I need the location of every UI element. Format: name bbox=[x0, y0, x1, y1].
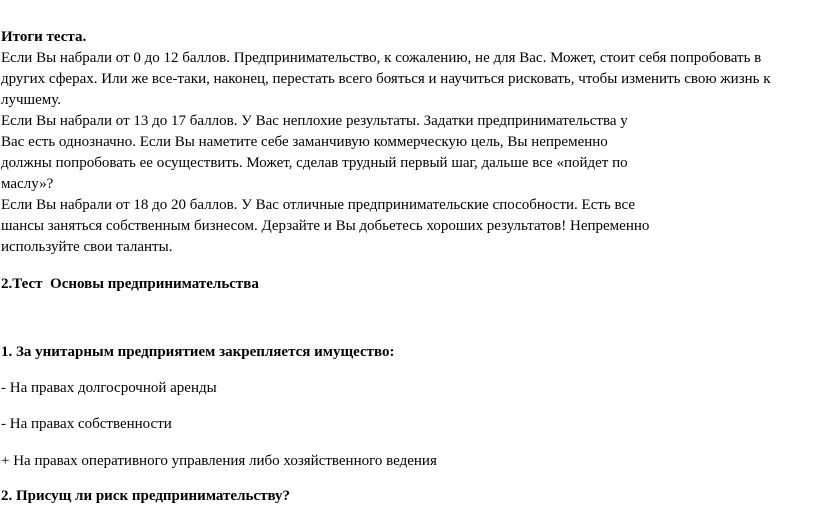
results-mid-line-2: Вас есть однозначно. Если Вы наметите себе заманчивую коммерческую цель, Вы непременно bbox=[1, 134, 608, 150]
question-1-option-2: - На правах собственности bbox=[1, 416, 172, 432]
question-1-option-1: - На правах долгосрочной аренды bbox=[1, 380, 217, 396]
question-1-option-3: + На правах оперативного управления либо хозяйственного ведения bbox=[1, 453, 437, 469]
question-2: 2. Присущ ли риск предпринимательству? bbox=[1, 488, 291, 504]
results-high-line-3: используйте свои таланты. bbox=[1, 239, 173, 255]
results-mid-line-4: маслу»? bbox=[1, 176, 54, 192]
test-heading: 2.Тест Основы предпринимательства bbox=[1, 276, 259, 292]
results-mid-line-3: должны попробовать ее осуществить. Может, сделав трудный первый шаг, дальше все «пойдет по bbox=[1, 155, 628, 171]
results-mid-line-1: Если Вы набрали от 13 до 17 баллов. У Вас неплохие результаты. Задатки предпринимательства у bbox=[1, 113, 628, 129]
results-title: Итоги теста. bbox=[1, 29, 87, 45]
results-low-line-3: лучшему. bbox=[1, 92, 61, 108]
results-high-line-2: шансы заняться собственным бизнесом. Дерзайте и Вы добьетесь хороших результатов! Непременно bbox=[1, 218, 650, 234]
results-low-line-1: Если Вы набрали от 0 до 12 баллов. Предпринимательство, к сожалению, не для Вас. Может, стоит себя попробовать в bbox=[1, 50, 762, 66]
question-1: 1. За унитарным предприятием закрепляется имущество: bbox=[1, 344, 395, 360]
results-low-line-2: других сферах. Или же все-таки, наконец, перестать всего бояться и научиться рисковать, чтобы изменить свою жизнь к bbox=[1, 71, 771, 87]
results-high-line-1: Если Вы набрали от 18 до 20 баллов. У Вас отличные предпринимательские способности. Есть все bbox=[1, 197, 635, 213]
